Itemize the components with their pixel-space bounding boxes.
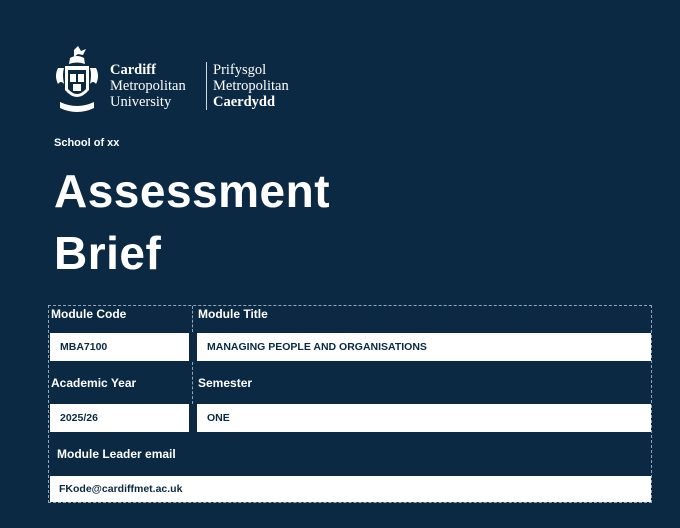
module-code-label: Module Code <box>51 307 127 321</box>
column-divider <box>192 306 193 332</box>
school-name: School of xx <box>54 137 120 149</box>
university-logo <box>52 46 312 118</box>
logo-cy-line1: Prifysgol <box>213 62 267 78</box>
page-title <box>54 160 330 284</box>
academic-year-label: Academic Year <box>51 376 137 390</box>
title-line-2: Brief <box>54 227 162 279</box>
logo-text-welsh <box>213 62 289 110</box>
title-line-1: Assessment <box>54 165 331 217</box>
column-divider <box>192 362 193 404</box>
logo-en-line2: Metropolitan <box>110 78 186 94</box>
module-code-value: MBA7100 <box>50 333 189 361</box>
logo-text-english <box>110 62 186 110</box>
module-leader-email-label: Module Leader email <box>57 447 176 461</box>
logo-en-line3: University <box>110 94 172 110</box>
heraldic-crest-icon <box>52 46 102 116</box>
logo-cy-line3: Caerdydd <box>213 94 276 110</box>
module-leader-email-value: FKode@cardiffmet.ac.uk <box>50 476 651 502</box>
academic-year-value: 2025/26 <box>50 404 189 432</box>
module-title-label: Module Title <box>198 307 268 321</box>
logo-cy-line2: Metropolitan <box>213 78 289 94</box>
semester-label: Semester <box>198 376 253 390</box>
semester-value: ONE <box>197 404 651 432</box>
logo-en-line1: Cardiff <box>110 62 156 78</box>
logo-divider <box>206 62 207 110</box>
module-title-value: MANAGING PEOPLE AND ORGANISATIONS <box>197 333 651 361</box>
module-info-table <box>48 305 652 503</box>
